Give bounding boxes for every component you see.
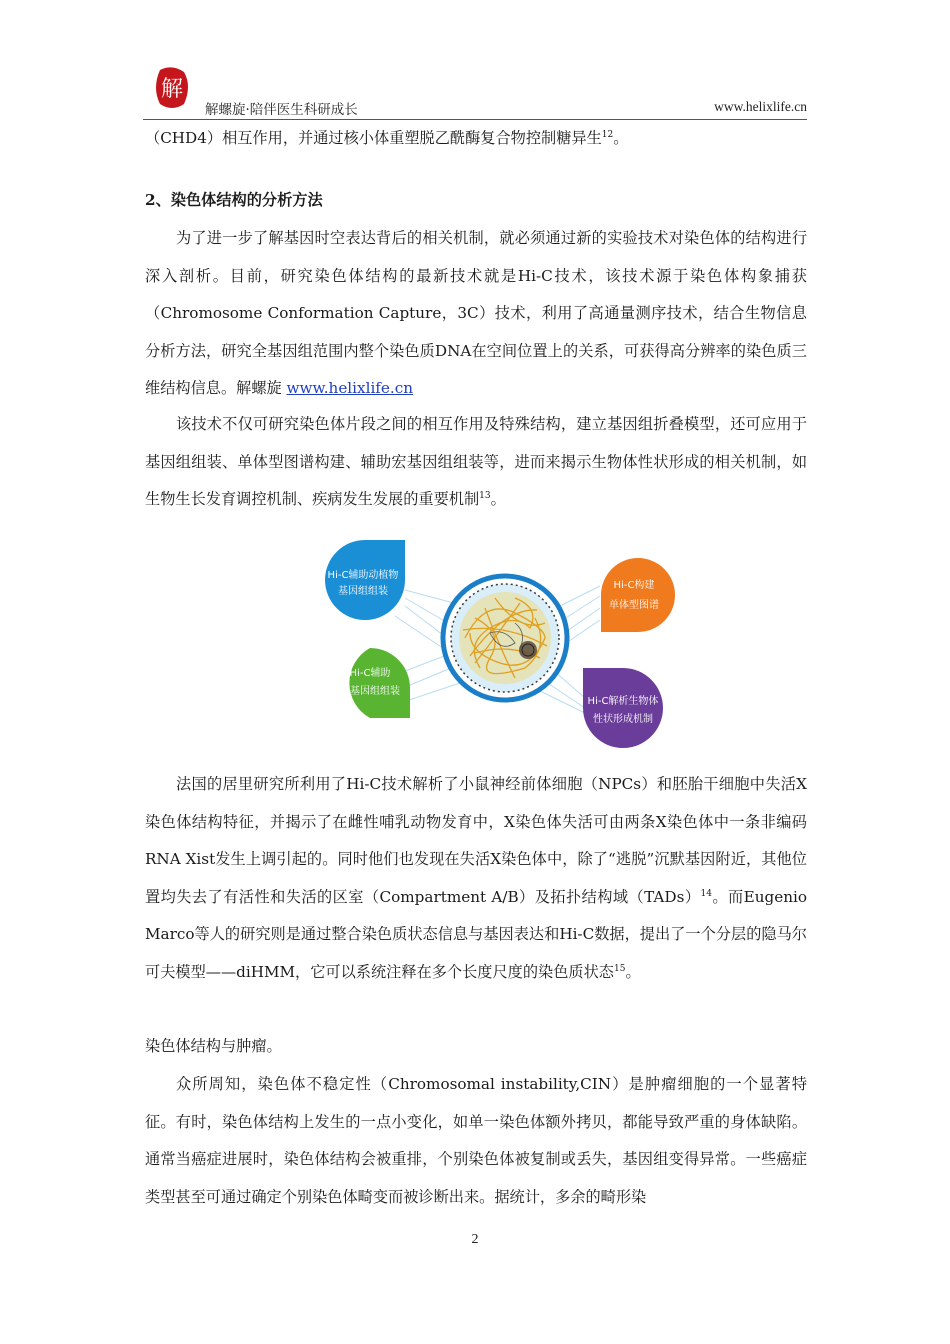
paragraph-cin: 众所周知，染色体不稳定性（Chromosomal instability,CIN）是肿瘤细胞的一个显著特征。有时，染色体结构上发生的一点小变化，如单一染色体额外拷贝，都能导致严重的身体缺陷。通常当癌症进展时，染色体结构会被重排，个别染色体被复制或丢失，基因组变得异常。一些癌症类型甚至可通过确定个别染色体畸变而被诊断出来。据统计，多余的畸形染 (145, 1075, 807, 1206)
svg-text:单体型图谱: 单体型图谱 (609, 600, 659, 611)
bubble-metagenome-assembly (349, 648, 410, 718)
svg-text:宏基因组组装: 宏基因组组装 (340, 686, 400, 697)
paragraph-hic-intro: 为了进一步了解基因时空表达背后的相关机制，就必须通过新的实验技术对染色体的结构进行深入剖析。目前，研究染色体结构的最新技术就是Hi-C技术，该技术源于染色体构象捕获（Chromosome Conformation Capture，3C）技术，利用了高通量测序技术，结合生物信息分析方法，研究全基因组范围内整个染色质DNA在空间位置上的关系，可获得高分辨率的染色质三维结构信息。解螺旋 www.helixlife.cn (145, 229, 807, 397)
svg-text:Hi-C解析生物体: Hi-C解析生物体 (587, 696, 659, 707)
svg-text:Hi-C辅助: Hi-C辅助 (349, 668, 391, 679)
citation-14: 14 (700, 888, 712, 899)
citation-15: 15 (614, 963, 626, 974)
chromatin-nucleus-illustration (443, 576, 567, 700)
svg-text:性状形成机制: 性状形成机制 (593, 714, 653, 725)
svg-text:Hi-C构建: Hi-C构建 (613, 580, 655, 591)
section-heading: 2、染色体结构的分析方法 (145, 191, 323, 209)
citation-13: 13 (479, 490, 491, 501)
svg-text:Hi-C辅助动植物: Hi-C辅助动植物 (327, 570, 399, 581)
hic-applications-diagram (315, 538, 695, 750)
header-website[interactable]: www.helixlife.cn (714, 99, 807, 114)
subheading-chromosome-tumor: 染色体结构与肿瘤。 (145, 1037, 282, 1055)
svg-text:基因组组装: 基因组组装 (338, 586, 388, 597)
paragraph-curie-study: 法国的居里研究所利用了Hi-C技术解析了小鼠神经前体细胞（NPCs）和胚胎干细胞中失活X染色体结构特征，并揭示了在雌性哺乳动物发育中，X染色体失活可由两条X染色体中一条非编码RNA Xist发生上调引起的。同时他们也发现在失活X染色体中，除了“逃脱”沉默基因附近，其他位置均失去了有活性和失活的区室（Compartment A/B）及拓扑结构域（TADs）$^{14}$。而Eugenio Marco等人的研究则是通过整合染色质状态信息与基因表达和Hi-C数据，提出了一个分层的隐马尔可夫模型——diHMM，它可以系统注释在多个长度尺度的染色质状态$^{15}$。 (145, 775, 807, 981)
page-number: 2 (471, 1232, 479, 1247)
citation-12: 12 (601, 129, 614, 140)
paragraph-continuation: （CHD4）相互作用，并通过核小体重塑脱乙酰酶复合物控制糖异生$^{12}$。 (145, 129, 629, 147)
bubble-trait-mechanism (583, 668, 663, 748)
paragraph-hic-applications: 该技术不仅可研究染色体片段之间的相互作用及特殊结构，建立基因组折叠模型，还可应用于基因组组装、单体型图谱构建、辅助宏基因组组装等，进而来揭示生物体性状形成的相关机制，如生物生长发育调控机制、疾病发生发展的重要机制$^{13}$。 (145, 415, 807, 508)
helixlife-link[interactable]: www.helixlife.cn (286, 379, 414, 397)
bubble-haplotype-map (601, 558, 675, 632)
helixlife-logo (152, 66, 192, 112)
header-slogan: 解螺旋·陪伴医生科研成长 (205, 102, 358, 118)
svg-text:解: 解 (160, 77, 184, 102)
